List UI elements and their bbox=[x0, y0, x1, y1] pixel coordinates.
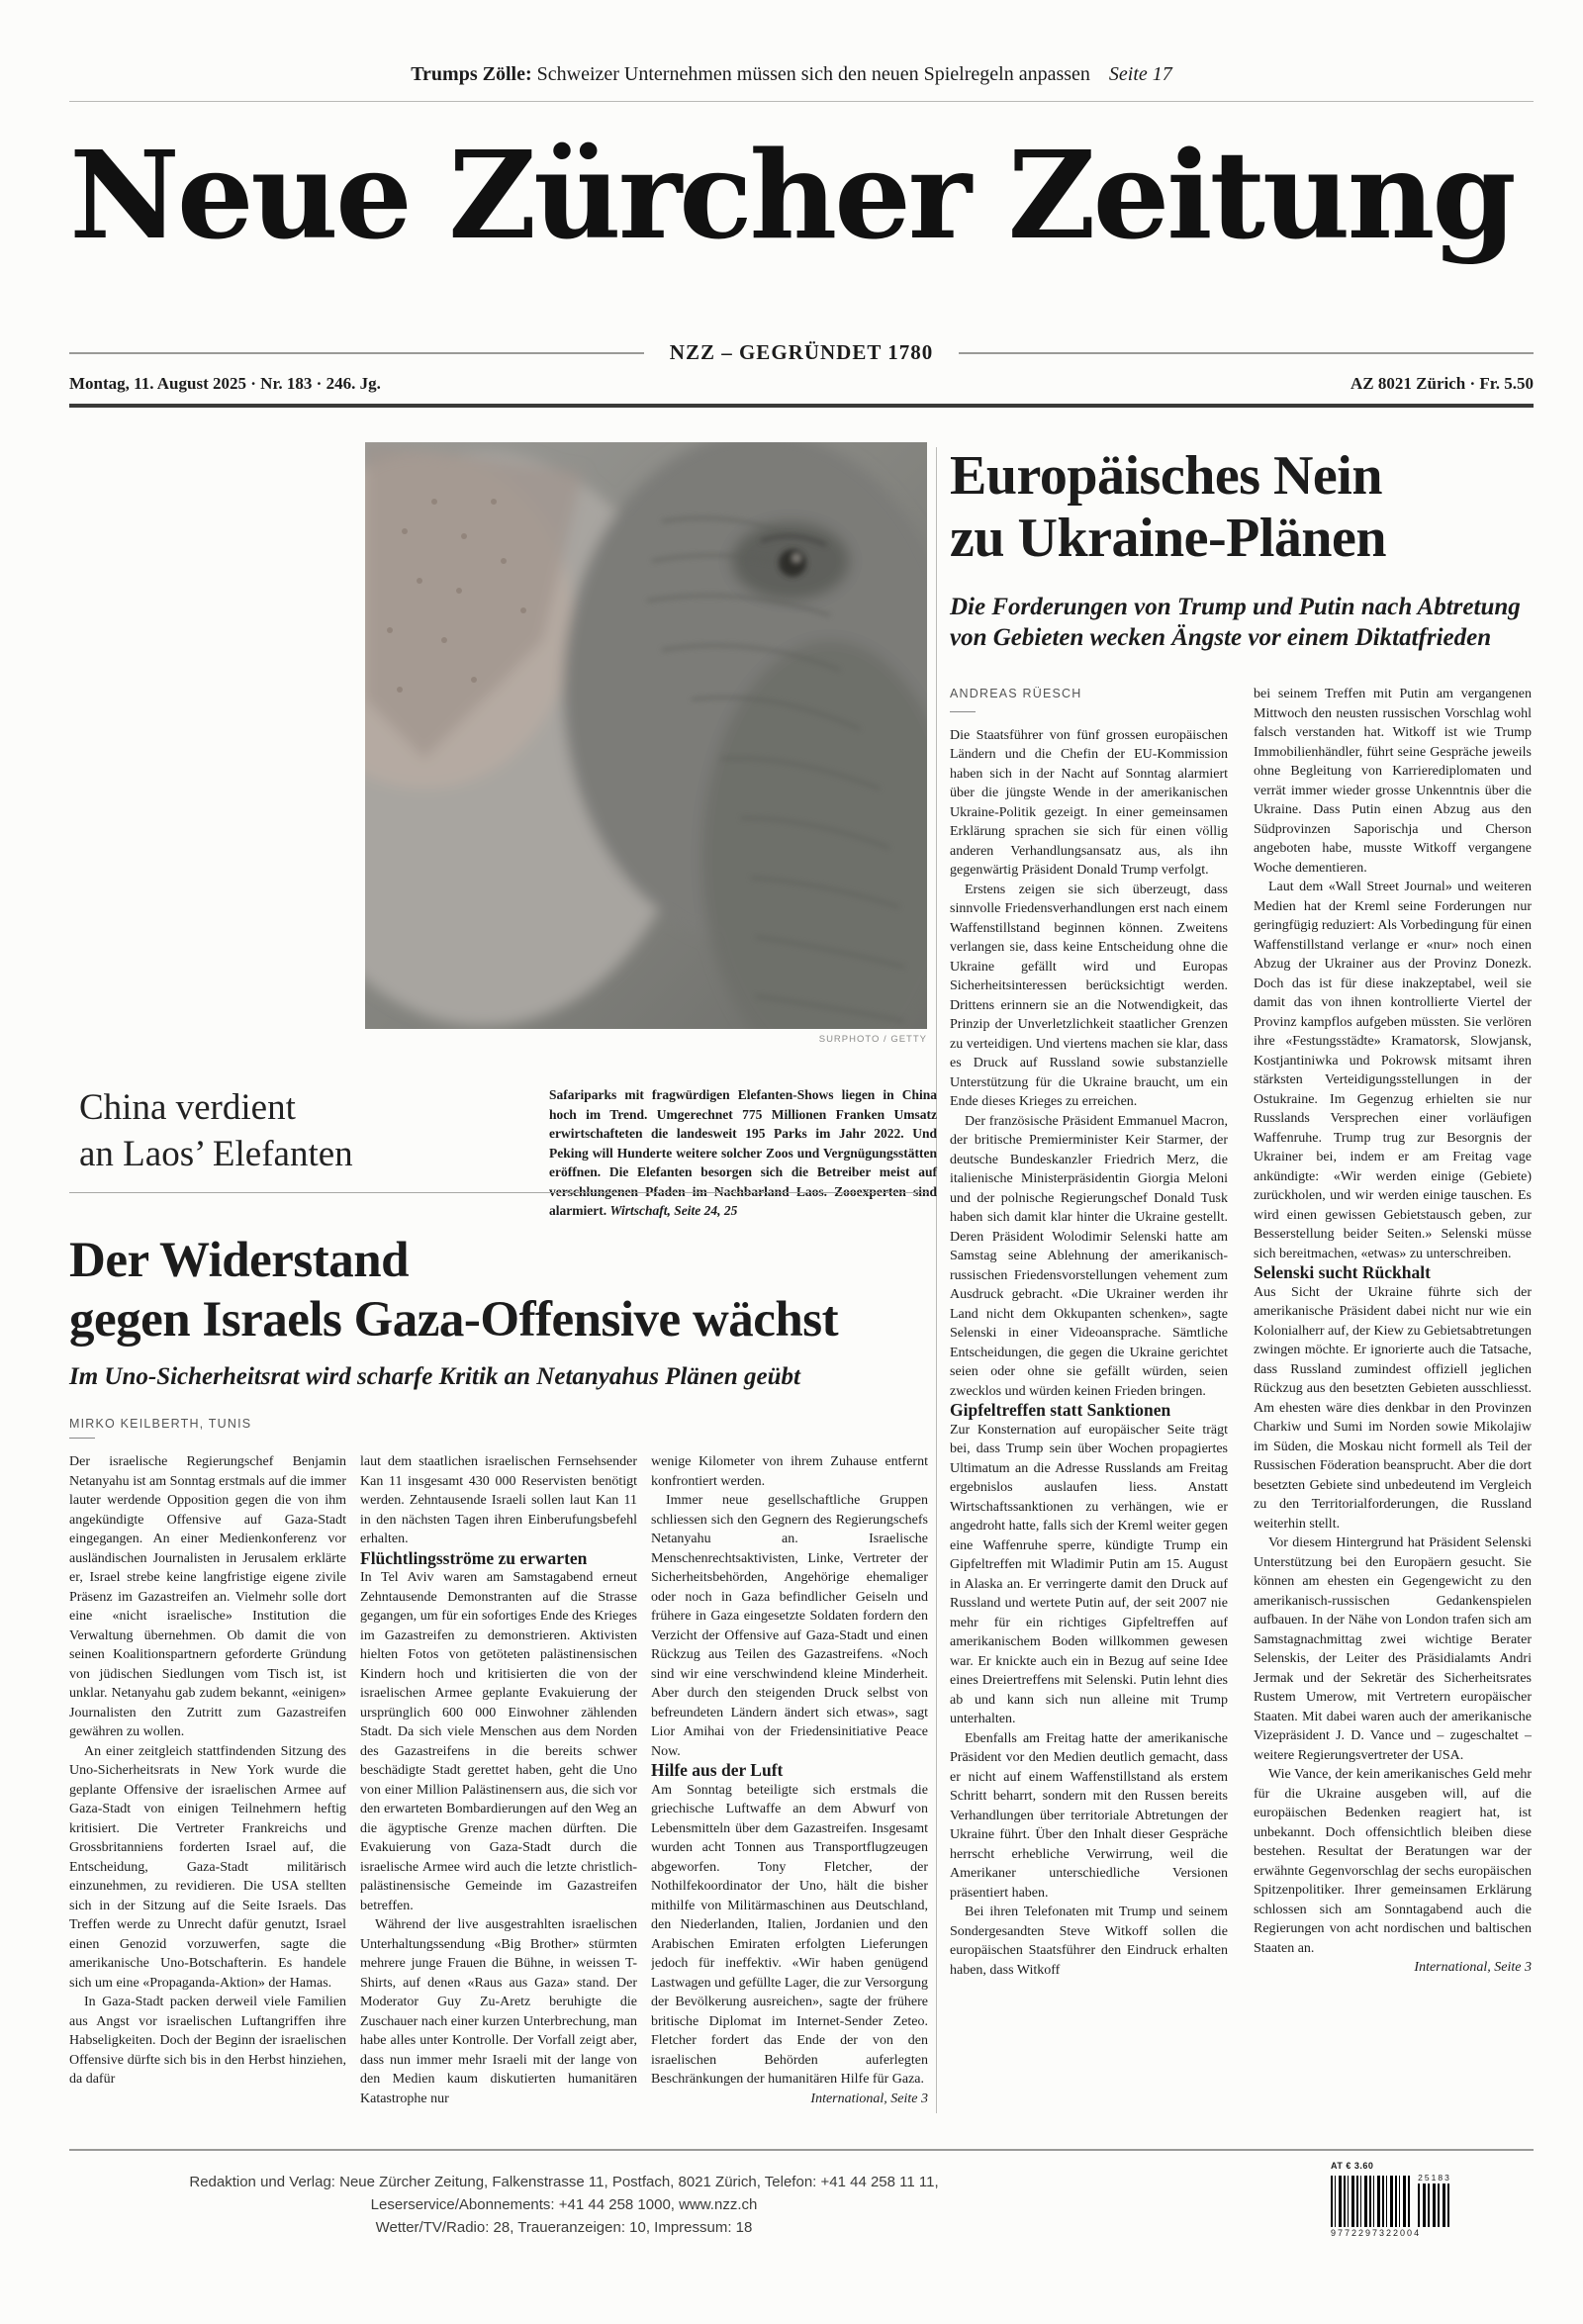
footer-divider bbox=[69, 2149, 1534, 2151]
gaza-column-3 bbox=[651, 1452, 928, 2129]
paragraph: Bei ihren Telefonaten mit Trump und seinem Sondergesandten Steve Witkoff sollen die europäischen Staatsführer den Eindruck erhalten haben, dass Witkoff bbox=[950, 1905, 1228, 1978]
ukraine-headline bbox=[950, 445, 1532, 570]
gaza-headline-line2: gegen Israels Gaza-Offensive wächst bbox=[69, 1292, 839, 1348]
paragraph: Laut dem «Wall Street Journal» und weiteren Medien hat der Kreml seine Forderungen nur geringfügig reduziert: Als Vorbedingung für einen Waffenstillstand verlange er «nur» noch einen Abzug der Ukrainer aus der Provinz Donezk. Doch das ist für diese inakzeptabel, weil sie damit das von ihnen kontrollierte Viertel der Provinz kampflos aufgeben müssten. Sie verlören ihre «Festungsstädte» Kramatorsk, Slowjansk, Kostjantiniwka und Pokrowsk mitsamt ihren stärksten Verteidigungsstellungen in der Ostukraine. Im Gegenzug erhielten sie nur Russlands Versprechen einer vorläufigen Waffenruhe. Trump trug zur Besorgnis der Ukrainer bei, indem er am Freitag vage ankündigte: «Wir werden einige (Gebiete) zurückholen, und wir werden einige tauschen. Es wird einen gewissen Gebietstausch geben, zur Besserstellung beider Seiten.» Selenski müsse sich bereitmachen, «etwas» zu unterschreiben. bbox=[1254, 880, 1532, 1261]
article-ukraine bbox=[950, 445, 1532, 2099]
paragraph: Zur Konsternation auf europäischer Seite trägt bei, dass Trump sein über Wochen propagiertes Ultimatum an die Adresse Russlands am Freitag ergebnislos auslaufen liess. Anstatt Wirtschaftssanktionen zu verhängen, wie er angedroht hatte, falls sich der Kreml weiter gegen eine Waffenruhe sperre, kündigte Trump ein Gipfeltreffen mit Wladimir Putin am 15. August in Alaska an. Er verringerte damit den Druck auf Russland und wertete Putin auf, der seit 2007 nie mehr für ein richtiges Gipfeltreffen auf amerikanischem Boden willkommen gewesen war. Er knickte auch ein in Bezug auf seine Idee eines Dreiertreffens mit Selenski. Putin lehnt dies ab und kann sich nun alleine mit Trump unterhalten. bbox=[950, 1422, 1228, 1726]
barcode-price: AT € 3.60 bbox=[1331, 2161, 1374, 2171]
teaser-divider bbox=[69, 101, 1534, 102]
footer-imprint bbox=[69, 2171, 1059, 2239]
issue-barcode bbox=[1331, 2161, 1459, 2238]
elephant-teaser-title-line2: an Laos’ Elefanten bbox=[79, 1134, 353, 1174]
ukraine-subhead-1: Gipfeltreffen statt Sanktionen bbox=[950, 1400, 1171, 1420]
barcode-bars-row bbox=[1331, 2173, 1459, 2227]
vertical-divider bbox=[936, 447, 937, 2113]
founded-rule-left bbox=[69, 352, 644, 354]
paragraph: Die Staatsführer von fünf grossen europäischen Ländern und die Chefin der EU-Kommission haben sich in der Nacht auf Sonntag alarmiert über die jüngste Wende in der amerikanischen Ukraine-Politik gezeigt. In einer gemeinsamen Erklärung sprachen sie sich für einen völlig anderen Verhandlungsansatz aus, als ihn gegenwärtig Präsident Donald Trump verfolgt. bbox=[950, 727, 1228, 878]
ukraine-column-2 bbox=[1254, 685, 1532, 2099]
teaser-text: Schweizer Unternehmen müssen sich den neuen Spielregeln anpassen bbox=[536, 63, 1090, 85]
paragraph: Während der live ausgestrahlten israelischen Unterhaltungssendung «Big Brother» stürmten mehrere junge Frauen die Bühne, in weissen T-Shirts, auf denen «Raus aus Gaza» stand. Der Moderator Guy Zu-Aretz beruhigte die Zuschauer nach einer kurzen Unterbrechung, man habe alles unter Kontrolle. Der Vorfall zeigt aber, dass nun immer mehr Israeli mit der lange von den Medien kaum diskutierten humanitären Katastrophe nur bbox=[360, 1917, 637, 2106]
top-teaser bbox=[0, 63, 1583, 86]
gaza-byline-wrap bbox=[69, 1417, 928, 1439]
teaser-kicker: Trumps Zölle: bbox=[411, 63, 532, 85]
masthead-title: Neue Zürcher Zeitung bbox=[69, 124, 1514, 266]
byline-dash bbox=[69, 1438, 95, 1439]
ukraine-subtitle: Die Forderungen von Trump und Putin nach Abtretung von Gebieten wecken Ängste vor einem Diktatfrieden bbox=[950, 594, 1521, 651]
footer-line-2: Leserservice/Abonnements: +41 44 258 1000, www.nzz.ch bbox=[370, 2196, 758, 2213]
paragraph: Der französische Präsident Emmanuel Macron, der britische Premierminister Keir Starmer, der deutsche Bundeskanzler Friedrich Merz, die italienische Ministerpräsidentin Giorgia Meloni und der polnische Regierungschef Donald Tusk haben sich damit klar hinter die Ukraine gestellt. Deren Präsident Wolodimir Selenski hatte am Samstag seine Ablehnung der amerikanisch-russischen Friedensvorstellungen vehement zum Ausdruck gebracht. «Die Ukrainer werden ihr Land nicht dem Okkupanten schenken», sagte Selenski in einer Videoansprache. Sämtliche Entscheidungen, die gegen die Ukraine gerichtet seien oder ohne sie gefällt würden, seien zwecklos und würden keinen Frieden bringen. bbox=[950, 1113, 1228, 1399]
dateline-right: AZ 8021 Zürich · Fr. 5.50 bbox=[1350, 374, 1534, 393]
barcode-issue-number: 25183 bbox=[1418, 2173, 1451, 2183]
ukraine-headline-line1: Europäisches Nein bbox=[950, 445, 1382, 507]
elephant-caption bbox=[549, 1085, 937, 1221]
gaza-column-2 bbox=[360, 1452, 637, 2129]
caption-divider bbox=[69, 1192, 928, 1193]
elephant-caption-page-ref: Wirtschaft, Seite 24, 25 bbox=[609, 1203, 738, 1218]
elephant-caption-text: Safariparks mit fragwürdigen Elefanten-Shows liegen in China hoch im Trend. Umgerechnet 775 Millionen Franken Umsatz erwirtschafteten die landesweit 195 Parks im Jahr 2022. Und Peking will Hunderte weitere solcher Zoos und Vergnügungsstätten eröffnen. Die Elefanten besorgen sich die Betreiber meist auf verschlungenen Pfaden im Nachbarland Laos. Zooexperten sind alarmiert. bbox=[549, 1087, 937, 1218]
paragraph: Vor diesem Hintergrund hat Präsident Selenski Unterstützung bei den Europäern gesucht. Sie können am ehesten ein Gegengewicht zu den amerikanisch-russischen Gedankenspielen aufbauen. In der Nähe von London trafen sich am Samstagnachmittag zwei wichtige Berater Selenskis, der Leiter des Präsidialamts Andri Jermak und der Sekretär des Sicherheitsrates Rustem Umerow, mit Vertretern europäischer Staaten. Mit dabei waren auch der amerikanische Vizepräsident J. D. Vance und – zugeschaltet – weitere Regierungsvertreter der USA. bbox=[1254, 1535, 1532, 1763]
barcode-bars-icon bbox=[1331, 2176, 1412, 2227]
paragraph: In Gaza-Stadt packen derweil viele Familien aus Angst vor israelischen Luftangriffen ihre Habseligkeiten. Doch der Beginn der israelischen Offensive dürfte sich bis in den Herbst hinziehen, da dafür bbox=[69, 1995, 346, 2087]
ukraine-column-1 bbox=[950, 685, 1228, 2099]
founded-text: NZZ – GEGRÜNDET 1780 bbox=[669, 340, 934, 364]
ukraine-subhead-2: Selenski sucht Rückhalt bbox=[1254, 1262, 1431, 1282]
gaza-subhead-1: Flüchtlingsströme zu erwarten bbox=[360, 1547, 588, 1568]
paragraph: Der israelische Regierungschef Benjamin Netanyahu ist am Sonntag erstmals auf die immer lauter werdende Opposition gegen die von ihm angekündigte Offensive auf Gaza-Stadt eingegangen. An einer Medienkonferenz vor ausländischen Journalisten in Jerusalem erklärte er, Israel strebe keine langfristige eigene zivile Präsenz im Gazastreifen an. Vielmehr solle dort eine «nicht israelische» Institution die Verwaltung übernehmen. Ob damit die von seinen Koalitionspartnern geforderte Gründung von jüdischen Siedlungen vom Tisch ist, ist unklar. Netanyahu gab zudem bekannt, «einigen» Journalisten den Zutritt zum Gazastreifen gewähren zu wollen. bbox=[69, 1454, 346, 1739]
elephant-photo-art bbox=[365, 442, 927, 1029]
ukraine-page-ref: International, Seite 3 bbox=[1414, 1960, 1532, 1975]
gaza-subtitle: Im Uno-Sicherheitsrat wird scharfe Kritik an Netanyahus Plänen geübt bbox=[69, 1363, 801, 1390]
ukraine-byline: ANDREAS RÜESCH bbox=[950, 687, 1082, 700]
ukraine-columns bbox=[950, 685, 1532, 2099]
paragraph: Erstens zeigen sie sich überzeugt, dass sinnvolle Friedensverhandlungen erst nach einem Waffenstillstand beginnen können. Zweitens verlangen sie, dass keine Entscheidung ohne die Ukraine gefällt wird und Europas Sicherheitsinteressen berücksichtigt werden. Drittens erinnern sie an die Notwendigkeit, das Prinzip der Unverletzlichkeit staatlicher Grenzen zu verteidigen. Und viertens machen sie klar, dass es Druck auf Russland sowie substanzielle Unterstützung für die Ukraine braucht, um ein Ende dieses Krieges zu erreichen. bbox=[950, 882, 1228, 1109]
dateline-left: Montag, 11. August 2025 · Nr. 183 · 246. Jg. bbox=[69, 374, 381, 393]
gaza-headline-line1: Der Widerstand bbox=[69, 1233, 409, 1288]
paragraph: Am Sonntag beteiligte sich erstmals die griechische Luftwaffe an dem Abwurf von Lebensmitteln über dem Gazastreifen. Insgesamt wurden acht Tonnen aus Transportflugzeugen abgeworfen. Tony Fletcher, der Nothilfekoordinator der Uno, hält die bisher mithilfe von Militärmaschinen aus Deutschland, den Niederlanden, Italien, Jordanien und den Arabischen Emiraten erfolgten Lieferungen jedoch für ineffektiv. «Wir haben genügend Lastwagen und gefüllte Lager, die zur Versorgung der Bevölkerung ausreichen», sagte der frühere britische Diplomat im Internet-Sender Zeteo. Fletcher fordert das Ende der von den israelischen Behörden auferlegten Beschränkungen der humanitären Hilfe für Gaza. bbox=[651, 1782, 928, 2087]
barcode-ean-number: 9772297322004 bbox=[1331, 2228, 1422, 2238]
paragraph: An einer zeitgleich stattfindenden Sitzung des Uno-Sicherheitsrats in New York wurde die geplante Offensive der israelischen Armee auf Gaza-Stadt von einigen Teilnehmern heftig kritisiert. Die Vertreter Frankreichs und Grossbritanniens forderten Israel auf, die Entscheidung, Gaza-Stadt militärisch einzunehmen, zu revidieren. Die USA stellten sich in der Sitzung auf die Seite Israels. Das Treffen werde zu Unrecht dafür genutzt, Israel einen Genozid vorzuwerfen, sagte die amerikanische Uno-Botschafterin. Es handele sich um eine «Propaganda-Aktion» der Hamas. bbox=[69, 1743, 346, 1991]
paragraph: bei seinem Treffen mit Putin am vergangenen Mittwoch den neusten russischen Vorschlag wohl falsch verstanden hat. Witkoff ist wie Trump Immobilienhändler, führt seine Gespräche jeweils ohne Begleitung von Karrierediplomaten und verrät immer wieder grosse Unkenntnis über die Ukraine. Dass Putin einen Abzug aus den Südprovinzen Saporischja und Cherson angeboten habe, musste Witkoff vergangene Woche dementieren. bbox=[1254, 687, 1532, 876]
gaza-column-1 bbox=[69, 1452, 346, 2129]
teaser-page-ref: Seite 17 bbox=[1108, 63, 1172, 85]
dateline bbox=[69, 374, 1534, 394]
paragraph: Immer neue gesellschaftliche Gruppen schliessen sich den Gegnern des Regierungschefs Netanyahu an. Israelische Menschenrechtsaktivisten, Linke, Vertreter der Sicherheitsbehörden, Angehörige ehemaliger oder noch in Gaza befindlicher Geiseln und frühere in Gaza eingesetzte Soldaten fordern den Verzicht der Offensive auf Gaza-Stadt und einen Rückzug aus Teilen des Gazastreifens. «Noch sind wir eine verschwindend kleine Minderheit. Aber durch den steigenden Druck selbst von befreundeten Ländern ändert sich etwas», sagt Lior Amihai von der Friedensinitiative Peace Now. bbox=[651, 1493, 928, 1759]
article-gaza bbox=[69, 1231, 928, 2129]
elephant-teaser-title-line1: China verdient bbox=[79, 1087, 296, 1128]
header-divider bbox=[69, 404, 1534, 408]
ukraine-headline-line2: zu Ukraine-Plänen bbox=[950, 508, 1387, 569]
gaza-headline bbox=[69, 1231, 928, 1349]
footer-line-1: Redaktion und Verlag: Neue Zürcher Zeitung, Falkenstrasse 11, Postfach, 8021 Zürich, Telefon: +41 44 258 11 11, bbox=[189, 2174, 939, 2190]
paragraph: wenige Kilometer von ihrem Zuhause entfernt konfrontiert werden. bbox=[651, 1454, 928, 1489]
paragraph: Ebenfalls am Freitag hatte der amerikanische Präsident vor den Medien deutlich gemacht, dass er nicht auf einem Waffenstillstand als erstem Schritt beharrt, sondern mit den Russen bereits Verhandlungen über territoriale Abtretungen der Ukraine führt. Über den Inhalt dieser Gespräche herrscht erhebliche Verwirrung, weil die Amerikaner unterschiedliche Versionen präsentiert haben. bbox=[950, 1730, 1228, 1901]
founded-line bbox=[69, 340, 1534, 365]
barcode-addon-bars-icon bbox=[1418, 2184, 1451, 2227]
gaza-subhead-2: Hilfe aus der Luft bbox=[651, 1760, 784, 1780]
founded-rule-right bbox=[959, 352, 1534, 354]
gaza-page-ref: International, Seite 3 bbox=[810, 2091, 928, 2106]
barcode-addon bbox=[1418, 2173, 1451, 2227]
paragraph: laut dem staatlichen israelischen Fernsehsender Kan 11 insgesamt 430 000 Reservisten benötigt werden. Zehntausende Israeli sollen laut Kan 11 in den nächsten Tagen ihren Einberufungsbefehl erhalten. bbox=[360, 1454, 637, 1546]
gaza-byline: MIRKO KEILBERTH, TUNIS bbox=[69, 1417, 252, 1431]
byline-dash bbox=[950, 711, 976, 712]
paragraph: Aus Sicht der Ukraine führte sich der amerikanische Präsident dabei nicht nur wie ein Kolonialherr auf, der Kiew zu Gebietsabtretungen zwingen möchte. Er ignorierte auch die Tatsache, dass Russland zumindest offiziell jeglichen Rückzug aus den besetzten Gebieten ausschliesst. Am ehesten wäre dies denkbar in den Provinzen Charkiw und Sumi im Norden sowie Mikolajiw im Süden, die Moskau nicht formell als Teil der Russischen Föderation beansprucht. Aber die dort besetzten Gebiete sind unbedeutend im Vergleich zu den Territorialforderungen, die Russland weiterhin stellt. bbox=[1254, 1284, 1532, 1532]
paragraph: In Tel Aviv waren am Samstagabend erneut Zehntausende Demonstranten auf die Strasse gegangen, um für ein sofortiges Ende des Krieges im Gazastreifen zu demonstrieren. Aktivisten hielten Fotos von getöteten palästinensischen Kindern hoch und kritisierten die von der israelischen Armee geplante Evakuierung der ursprünglich 600 000 Einwohner zählenden Stadt. Da sich viele Menschen aus dem Norden des Gazastreifens in die bereits schwer beschädigte Stadt gerettet haben, geht die Uno von einer Million Palästinensern aus, die sich vor den erwarteten Bombardierungen auf den Weg an die ägyptische Grenze machen dürften. Die Evakuierung von Gaza-Stadt durch die israelische Armee wird auch die letzte christlich-palästinensische Gemeinde im Gazastreifen betreffen. bbox=[360, 1570, 637, 1913]
photo-credit: SURPHOTO / GETTY bbox=[818, 1034, 927, 1045]
paragraph: Wie Vance, der kein amerikanisches Geld mehr für die Ukraine ausgeben will, auf die europäischen Bedenken reagiert hat, ist unbekannt. Doch offensichtlich bleiben diese bestehen. Resultat der Beratungen war der erwähnte Gegenvorschlag der sechs europäischen Spitzenpolitiker. Ihrer gemeinsamen Erklärung schlossen sich am Sonntagabend auch die Regierungen von acht nordischen und baltischen Staaten an. bbox=[1254, 1767, 1532, 1956]
gaza-columns bbox=[69, 1452, 928, 2129]
elephant-teaser-title bbox=[79, 1084, 353, 1177]
elephant-photo bbox=[365, 442, 927, 1029]
footer-line-3: Wetter/TV/Radio: 28, Traueranzeigen: 10, Impressum: 18 bbox=[375, 2219, 753, 2236]
